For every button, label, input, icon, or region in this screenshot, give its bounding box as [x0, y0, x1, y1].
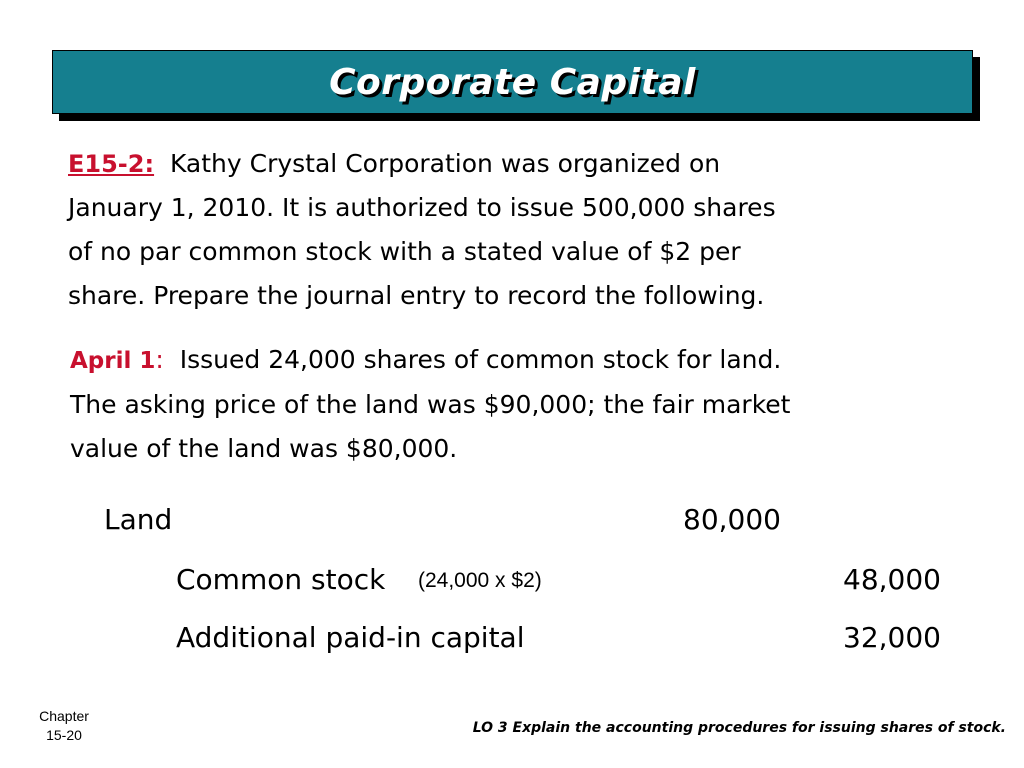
exercise-label: E15-2:: [68, 150, 155, 178]
transaction-paragraph: [70, 338, 970, 471]
chapter-footer: [22, 707, 106, 745]
journal-debit-land: 80,000: [683, 503, 781, 536]
transaction-date-label: April 1: [70, 348, 156, 374]
exercise-text-line: Kathy Crystal Corporation was organized on: [169, 149, 721, 178]
exercise-text-line: January 1, 2010. It is authorized to issue 500,000 shares: [68, 193, 776, 222]
learning-objective-footer: LO 3 Explain the accounting procedures for issuing shares of stock.: [472, 720, 1006, 736]
transaction-line-1: [70, 338, 970, 383]
slide-title: Corporate Capital: [329, 61, 696, 103]
journal-note-common-stock: (24,000 x $2): [418, 569, 542, 592]
chapter-label: Chapter: [39, 708, 89, 724]
transaction-text-line: The asking price of the land was $90,000; the fair market: [70, 390, 791, 419]
journal-account-common-stock: Common stock: [176, 563, 386, 596]
transaction-text-line: Issued 24,000 shares of common stock for land.: [179, 345, 782, 374]
title-bar: [52, 50, 973, 114]
exercise-paragraph: [68, 142, 968, 318]
journal-account-apic: Additional paid-in capital: [176, 621, 525, 654]
journal-credit-apic: 32,000: [843, 621, 941, 654]
journal-credit-common-stock: 48,000: [843, 563, 941, 596]
chapter-page-number: 15-20: [46, 727, 82, 743]
exercise-text-line: share. Prepare the journal entry to record the following.: [68, 281, 765, 310]
journal-account-land: Land: [104, 503, 173, 536]
transaction-text-line: value of the land was $80,000.: [70, 434, 458, 463]
exercise-text-line: of no par common stock with a stated value of $2 per: [68, 237, 741, 266]
transaction-date-colon: :: [155, 345, 164, 374]
exercise-line-1: [68, 142, 968, 186]
